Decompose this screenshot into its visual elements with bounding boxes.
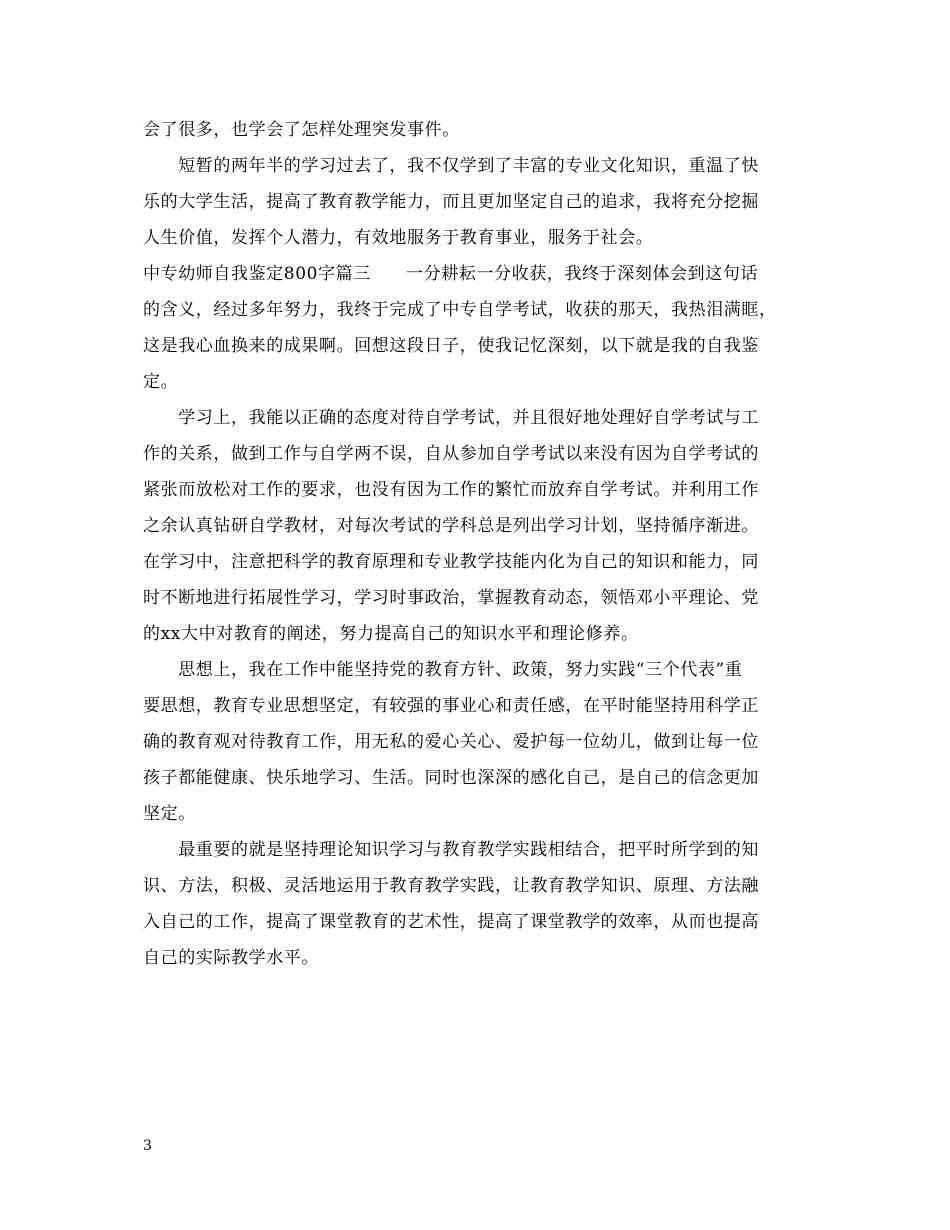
text-line: 孩子都能健康、快乐地学习、生活。同时也深深的感化自己，是自己的信念更加	[143, 768, 759, 788]
text-line: 中专幼师自我鉴定800字篇三 一分耕耘一分收获，我终于深刻体会到这句话	[143, 264, 759, 284]
text-line: 识、方法，积极、灵活地运用于教育教学实践，让教育教学知识、原理、方法融	[143, 876, 759, 896]
text-line: 之余认真钻研自学教材，对每次考试的学科总是列出学习计划，坚持循序渐进。	[143, 516, 759, 536]
text-line: 短暂的两年半的学习过去了，我不仅学到了丰富的专业文化知识，重温了快	[143, 156, 759, 176]
text-line: 的xx大中对教育的阐述，努力提高自己的知识水平和理论修养。	[143, 624, 639, 644]
text-line: 作的关系，做到工作与自学两不误，自从参加自学考试以来没有因为自学考试的	[143, 444, 759, 464]
text-line: 乐的大学生活，提高了教育教学能力，而且更加坚定自己的追求，我将充分挖掘	[143, 192, 759, 212]
text-line: 人生价值，发挥个人潜力，有效地服务于教育事业，服务于社会。	[143, 228, 654, 248]
text-line: 时不断地进行拓展性学习，学习时事政治，掌握教育动态，领悟邓小平理论、党	[143, 588, 759, 608]
text-line: 要思想，教育专业思想坚定，有较强的事业心和责任感，在平时能坚持用科学正	[143, 696, 759, 716]
text-line: 坚定。	[143, 804, 196, 824]
page-number: 3	[143, 1138, 152, 1154]
text-line: 确的教育观对待教育工作，用无私的爱心关心、爱护每一位幼儿，做到让每一位	[143, 732, 759, 752]
text-line: 入自己的工作，提高了课堂教育的艺术性，提高了课堂教学的效率，从而也提高	[143, 912, 759, 932]
text-line: 的含义，经过多年努力，我终于完成了中专自学考试，收获的那天，我热泪满眶，	[143, 300, 777, 320]
text-line: 在学习中，注意把科学的教育原理和专业教学技能内化为自己的知识和能力，同	[143, 552, 759, 572]
text-line: 紧张而放松对工作的要求，也没有因为工作的繁忙而放弃自学考试。并利用工作	[143, 480, 759, 500]
text-line: 这是我心血换来的成果啊。回想这段日子，使我记忆深刻，以下就是我的自我鉴	[143, 336, 759, 356]
text-line: 定。	[143, 372, 179, 392]
text-line: 思想上，我在工作中能坚持党的教育方针、政策，努力实践“三个代表”重	[143, 660, 743, 680]
text-line: 自己的实际教学水平。	[143, 948, 319, 968]
text-line: 学习上，我能以正确的态度对待自学考试，并且很好地处理好自学考试与工	[143, 408, 759, 428]
text-line: 会了很多，也学会了怎样处理突发事件。	[143, 120, 460, 140]
text-line: 最重要的就是坚持理论知识学习与教育教学实践相结合，把平时所学到的知	[143, 840, 759, 860]
